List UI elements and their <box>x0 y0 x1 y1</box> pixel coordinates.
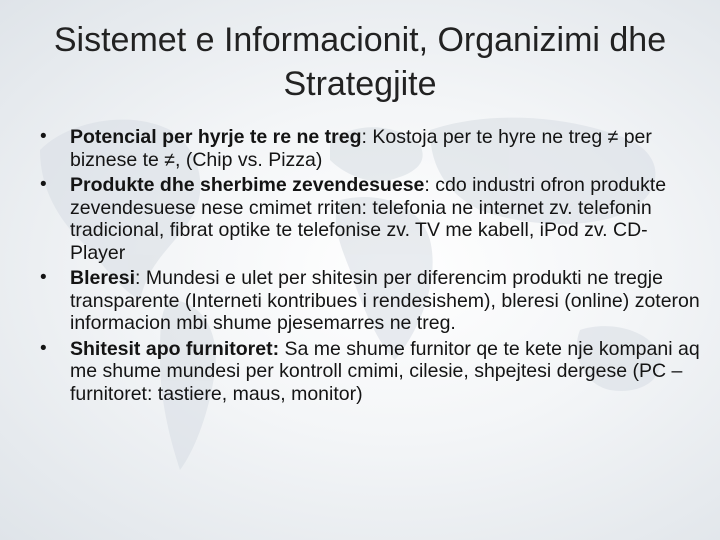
bullet-text: Sa me shume furnitor qe te kete nje kompani aq me shume mundesi per kontroll cmimi, cilesie, shpejtesi dergese (PC – furnitoret: tastiere, maus, monitor) <box>70 337 700 405</box>
bullet-text: : cdo industri ofron produkte zevendesuese nese cmimet rriten: telefonia ne internet zv. telefonin tradicional, fibrat optike te telefonise zv. TV me kabell, iPod zv. CD-Player <box>70 174 667 264</box>
bullet-icon: • <box>40 337 47 359</box>
bullet-text: : Mundesi e ulet per shitesin per diferencim produkti ne tregje transparente (Interneti kontribues i rendesishem), bleresi (online) zoteron informacion mbi shume pjesemarres ne treg. <box>70 267 700 334</box>
bullet-icon: • <box>40 126 47 147</box>
bullet-item-substitutes <box>40 174 700 264</box>
bullet-item-new-entrants <box>40 126 700 171</box>
bullet-icon: • <box>40 267 47 288</box>
bullet-term: Potencial per hyrje te re ne treg <box>70 126 362 148</box>
bullet-term: Shitesit apo furnitoret: <box>70 337 280 360</box>
bullet-list <box>40 126 700 408</box>
slide-title: Sistemet e Informacionit, Organizimi dhe Strategjite <box>53 21 667 103</box>
bullet-term: Produkte dhe sherbime zevendesuese <box>70 174 425 196</box>
bullet-item-suppliers <box>40 338 700 406</box>
bullet-item-buyers <box>40 267 700 335</box>
bullet-icon: • <box>40 174 47 195</box>
bullet-term: Bleresi <box>70 267 136 289</box>
bullet-text: : Kostoja per te hyre ne treg ≠ per biznese te ≠, (Chip vs. Pizza) <box>70 126 652 171</box>
